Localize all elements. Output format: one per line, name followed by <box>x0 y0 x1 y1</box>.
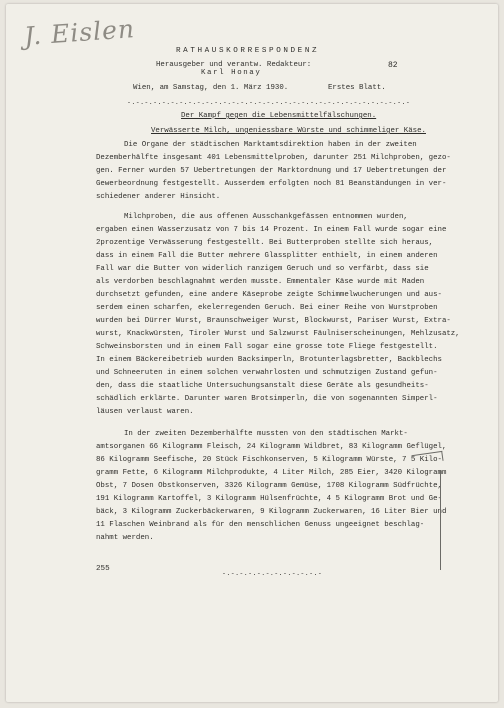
divider-rule: -.-.-.-.-.-.-.-.-.-.-.-.-.-.-.-.-.-.-.-.-.-.-.-.-.-.-.-.-.-.-.-.- <box>127 99 411 106</box>
body-line: serdem einen scharfen, ekelerregenden Geruch. Bei einer Reihe von Wurstproben <box>96 304 438 312</box>
body-line: 2prozentige Verwässerung festgestellt. Bei Butterproben stellte sich heraus, <box>96 239 434 247</box>
body-line: gramm Fette, 6 Kilogramm Milchprodukte, 4 Liter Milch, 285 Eier, 3420 Kilogramm <box>96 469 447 477</box>
body-line: dass in einem Fall die Butter mehrere Glassplitter enthielt, in einem anderen <box>96 252 438 260</box>
body-line: gen. Ferner wurden 57 Uebertretungen der Marktordnung und 17 Uebertretungen der <box>96 167 447 175</box>
body-line: und Schneeruten in einem solchen verwahrlosten und schmutzigen Zustand gefun- <box>96 369 438 377</box>
article-subheading: Verwässerte Milch, ungeniessbare Würste und schimmeliger Käse. <box>151 127 426 135</box>
footer-rule: -.-.-.-.-.-.-.-.-.-.-.- <box>222 570 323 577</box>
header-publisher: Herausgeber und verantw. Redakteur: <box>156 61 312 69</box>
body-line: als verdorben beschlagnahmt werden musste. Emmentaler Käse wurde mit Maden <box>96 278 425 286</box>
body-line: ergaben einen Wasserzusatz von 7 bis 14 Prozent. In einem Fall wurde sogar eine <box>96 226 447 234</box>
sheet-label: Erstes Blatt. <box>328 84 386 92</box>
body-line: amtsorganen 66 Kilogramm Fleisch, 24 Kilogramm Wildbret, 83 Kilogramm Geflügel, <box>96 443 447 451</box>
body-line: den, dass die staatliche Untersuchungsanstalt diese Geräte als gesundheits- <box>96 382 429 390</box>
body-line: wurst, Knackwürsten, Tiroler Wurst und Salzwurst Fäulniserscheinungen, Mehlzusatz, <box>96 330 460 338</box>
body-line: 11 Flaschen Weinbrand als für den menschlichen Genuss ungeeignet beschlag- <box>96 521 425 529</box>
date-line: Wien, am Samstag, den 1. März 1930. <box>133 84 289 92</box>
article-heading: Der Kampf gegen die Lebensmittelfälschungen. <box>181 112 377 120</box>
body-line: Dezemberhälfte insgesamt 401 Lebensmittelproben, darunter 251 Milchproben, gezo- <box>96 154 451 162</box>
body-line: Schweinsborsten und in einem Fall sogar eine grosse tote Fliege festgestellt. <box>96 343 438 351</box>
margin-vertical-mark <box>434 470 441 570</box>
document-page <box>6 4 498 702</box>
body-line: 86 Kilogramm Seefische, 20 Stück Fischkonserven, 5 Kilogramm Würste, 7 5 Kilo- <box>96 456 442 464</box>
body-line: 191 Kilogramm Kartoffel, 3 Kilogramm Hülsenfrüchte, 4 5 Kilogramm Brot und Ge- <box>96 495 442 503</box>
body-line: In der zweiten Dezemberhälfte mussten von den städtischen Markt- <box>124 430 408 438</box>
header-editor: Karl Honay <box>201 69 262 77</box>
body-line: schädlich erklärte. Darunter waren Brotsimperln, die von sogenannten Simperl- <box>96 395 438 403</box>
footer-number: 255 <box>96 565 110 573</box>
body-line: Obst, 7 Dosen Obstkonserven, 3326 Kilogramm Gemüse, 1708 Kilogramm Südfrüchte, <box>96 482 442 490</box>
header-title: RATHAUSKORRESPONDENZ <box>176 47 320 55</box>
body-line: Fall war die Butter von widerlich ranzigem Geruch und so verfärbt, dass sie <box>96 265 429 273</box>
body-line: wurden bei Dürrer Wurst, Braunschweiger Wurst, Blockwurst, Pariser Wurst, Extra- <box>96 317 451 325</box>
body-line: Milchproben, die aus offenen Ausschankgefässen entnommen wurden, <box>124 213 408 221</box>
handwritten-signature: J. Eislen <box>23 14 136 51</box>
body-line: Die Organe der städtischen Marktamtsdirektion haben in der zweiten <box>124 141 417 149</box>
body-line: bäck, 3 Kilogramm Zuckerbäckerwaren, 9 Kilogramm Zuckerwaren, 16 Liter Bier und <box>96 508 447 516</box>
page-number: 82 <box>388 61 398 70</box>
body-line: schiedener anderer Hinsicht. <box>96 193 221 201</box>
body-line: Gewerbeordnung festgestellt. Ausserdem erfolgten noch 81 Beanständungen in ver- <box>96 180 447 188</box>
body-line: In einem Bäckereibetrieb wurden Backsimperln, Brotunterlagsbretter, Backblechs <box>96 356 442 364</box>
body-line: läusen verlaust waren. <box>96 408 194 416</box>
body-line: nahmt werden. <box>96 534 154 542</box>
body-line: durchsetzt gefunden, eine andere Käseprobe zeigte Schimmelwucherungen und aus- <box>96 291 442 299</box>
